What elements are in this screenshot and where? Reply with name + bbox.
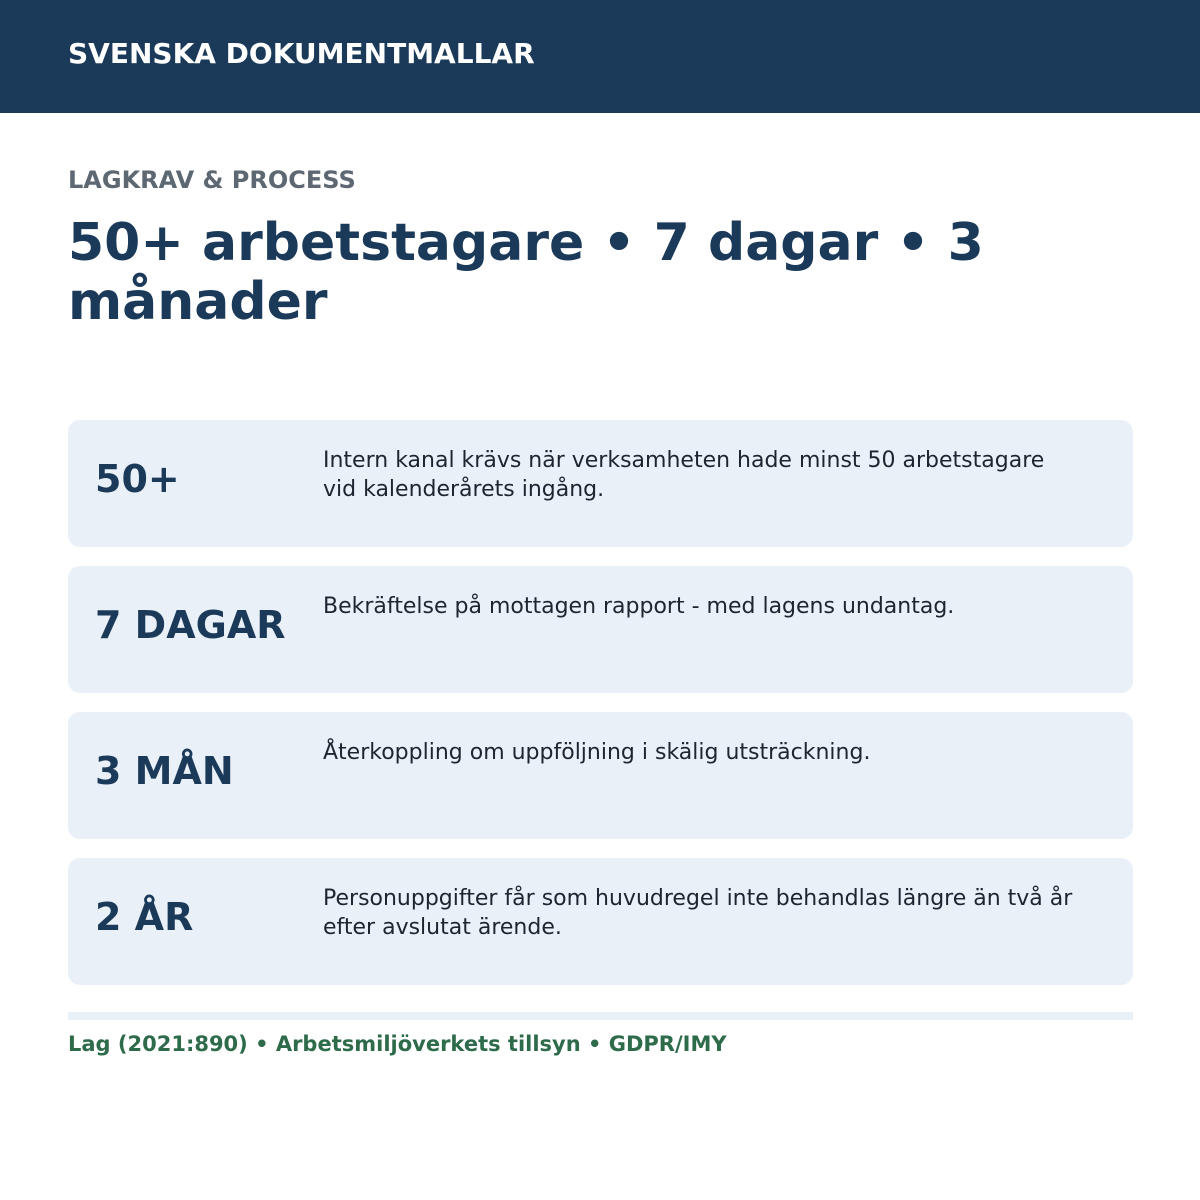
brand-title: SVENSKA DOKUMENTMALLAR — [68, 37, 535, 70]
card-key: 2 ÅR — [95, 895, 194, 939]
info-card-7-dagar — [68, 566, 1133, 693]
page-title: 50+ arbetstagare • 7 dagar • 3 månader — [68, 213, 984, 332]
card-text: Intern kanal krävs när verksamheten hade minst 50 arbetstagare vid kalenderårets ingång. — [323, 448, 1045, 502]
info-card-2-ar — [68, 858, 1133, 985]
card-key: 3 MÅN — [95, 749, 234, 793]
footer-sources: Lag (2021:890) • Arbetsmiljöverkets tillsyn • GDPR/IMY — [68, 1032, 727, 1056]
card-key: 50+ — [95, 457, 180, 501]
section-eyebrow: LAGKRAV & PROCESS — [68, 166, 356, 194]
card-text: Återkoppling om uppföljning i skälig utsträckning. — [323, 740, 871, 765]
footer-divider — [68, 1012, 1133, 1020]
card-key: 7 DAGAR — [95, 603, 286, 647]
card-text: Personuppgifter får som huvudregel inte behandlas längre än två år efter avslutat ärende. — [323, 886, 1073, 940]
info-card-50-plus — [68, 420, 1133, 547]
info-card-3-man — [68, 712, 1133, 839]
card-text: Bekräftelse på mottagen rapport - med lagens undantag. — [323, 594, 955, 619]
header-bar — [0, 0, 1200, 113]
